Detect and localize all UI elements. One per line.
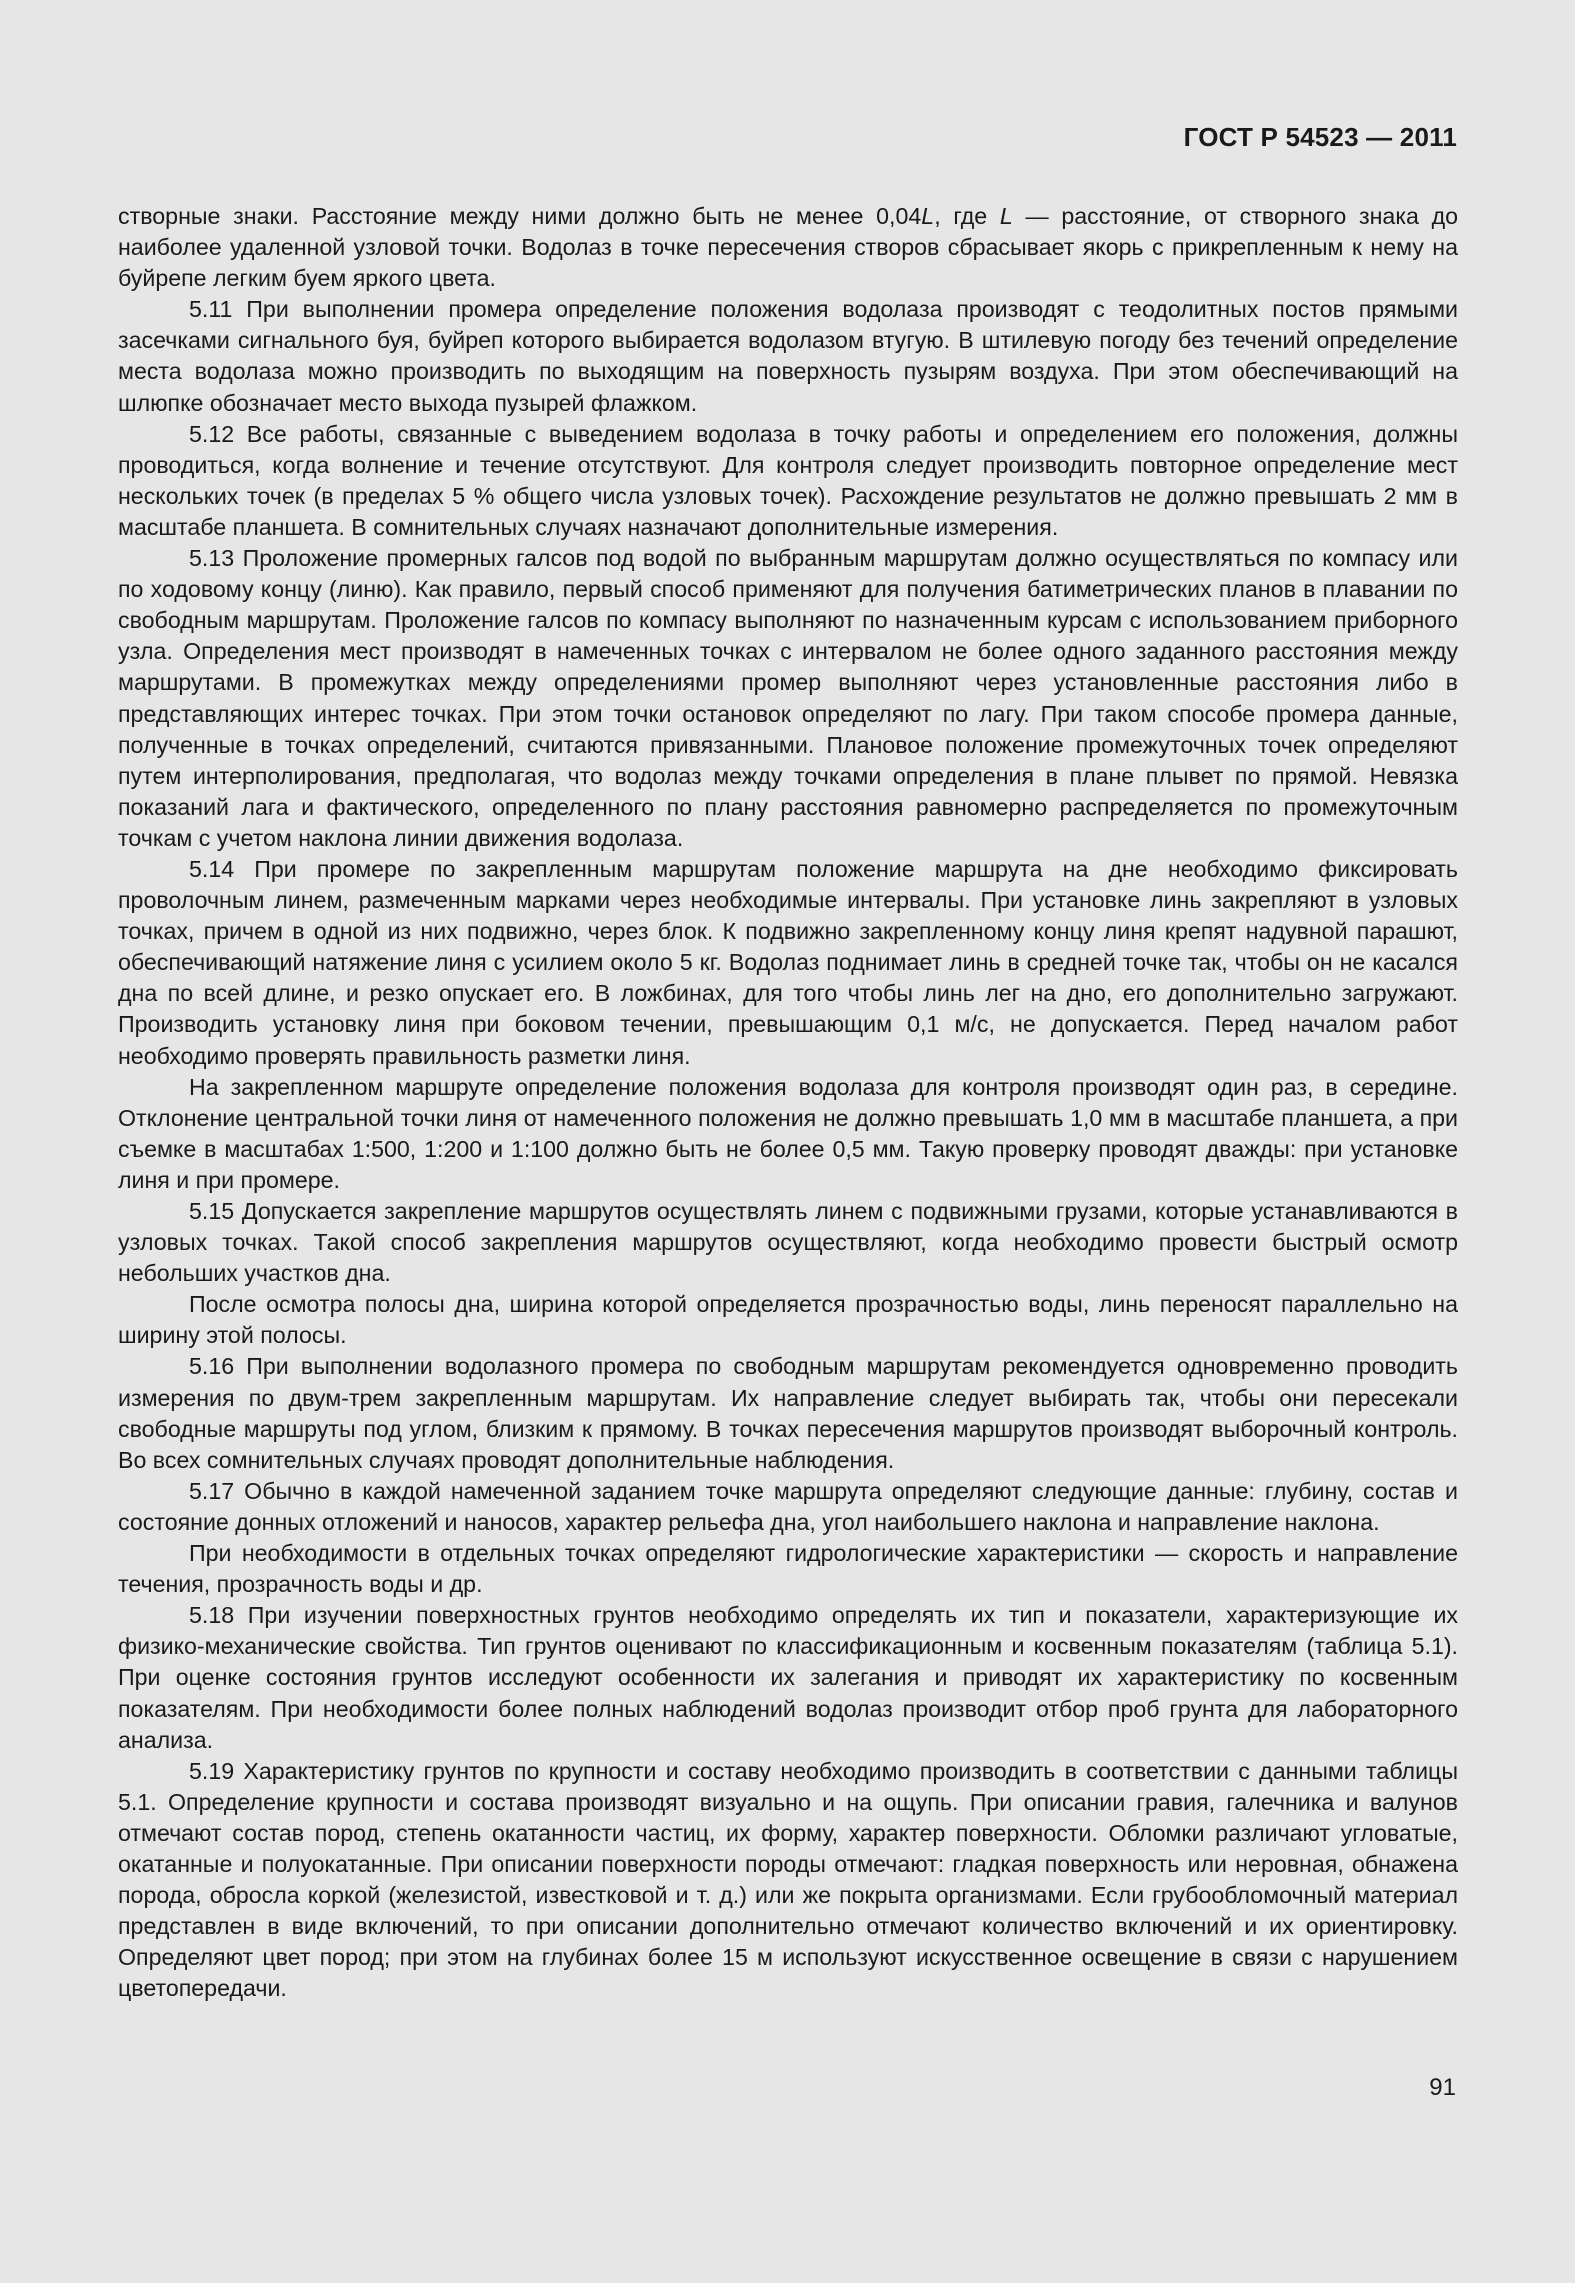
paragraph-5-16: 5.16 При выполнении водолазного промера по свободным маршрутам рекомендуется одновременно проводить измерения по двум-трем закрепленным маршрутам. Их направление следует выбирать так, чтобы они пересекали свободные маршруты под углом, близким к прямому. В точках пересечения маршрутов производят выборочный контроль. Во всех сомнительных случаях проводят дополнительные наблюдения.: [118, 1353, 1458, 1473]
variable-l-2: L: [999, 203, 1013, 229]
paragraph-0-middle: , где: [934, 203, 1000, 229]
paragraph-5-17: 5.17 Обычно в каждой намеченной заданием точке маршрута определяют следующие данные: глубину, состав и состояние донных отложений и наносов, характер рельефа дна, угол наибольшего наклона и направление наклона.: [118, 1477, 1458, 1535]
document-body: [118, 201, 1458, 2004]
paragraph-5-15-strip: После осмотра полосы дна, ширина которой определяется прозрачностью воды, линь переносят параллельно на ширину этой полосы.: [118, 1291, 1458, 1349]
paragraph-5-13: 5.13 Проложение промерных галсов под водой по выбранным маршрутам должно осуществляться по компасу или по ходовому концу (линю). Как правило, первый способ применяют для получения батиметрических планов в плавании по свободным маршрутам. Проложение галсов по компасу выполняют по назначенным курсам с использованием приборного узла. Определения мест производят в намеченных точках с интервалом не более одного заданного расстояния между маршрутами. В промежутках между определениями промер выполняют через установленные расстояния либо в представляющих интерес точках. При этом точки остановок определяют по лагу. При таком способе промера данные, полученные в точках определений, считаются привязанными. Плановое положение промежуточных точек определяют путем интерполирования, предполагая, что водолаз между точками определения в плане плывет по прямой. Невязка показаний лага и фактического, определенного по плану расстояния равномерно распределяется по промежуточным точкам с учетом наклона линии движения водолаза.: [118, 545, 1458, 851]
variable-l-1: L: [921, 203, 935, 229]
paragraph-5-12: 5.12 Все работы, связанные с выведением водолаза в точку работы и определением его положения, должны проводиться, когда волнение и течение отсутствуют. Для контроля следует производить повторное определение мест нескольких точек (в пределах 5 % общего числа узловых точек). Расхождение результатов не должно превышать 2 мм в масштабе планшета. В сомнительных случаях назначают дополнительные измерения.: [118, 420, 1458, 540]
document-header-standard-number: ГОСТ Р 54523 — 2011: [1183, 122, 1457, 152]
paragraph-5-11: 5.11 При выполнении промера определение положения водолаза производят с теодолитных постов прямыми засечками сигнального буя, буйреп которого выбирается водолазом втугую. В штилевую погоду без течений определение места водолаза можно производить по выходящим на поверхность пузырям воздуха. При этом обеспечивающий на шлюпке обозначает место выхода пузырей флажком.: [118, 296, 1458, 416]
page-number: 91: [1429, 2074, 1456, 2101]
paragraph-5-17-hydrology: При необходимости в отдельных точках определяют гидрологические характеристики — скорость и направление течения, прозрачность воды и др.: [118, 1540, 1458, 1598]
paragraph-5-19: 5.19 Характеристику грунтов по крупности и составу необходимо производить в соответствии с данными таблицы 5.1. Определение крупности и состава производят визуально и на ощупь. При описании гравия, галечника и валунов отмечают состав пород, степень окатанности частиц, их форму, характер поверхности. Обломки различают угловатые, окатанные и полуокатанные. При описании поверхности породы отмечают: гладкая поверхность или неровная, обнажена порода, обросла коркой (железистой, известковой и т. д.) или же покрыта организмами. Если грубообломочный материал представлен в виде включений, то при описании дополнительно отмечают количество включений и их ориентировку. Определяют цвет пород; при этом на глубинах более 15 м используют искусственное освещение в связи с нарушением цветопередачи.: [118, 1757, 1458, 2002]
paragraph-0: [118, 201, 1458, 294]
paragraph-0-after: — расстояние, от створного знака до наиболее удаленной узловой точки. Водолаз в точке пересечения створов сбрасывает якорь с прикрепленным к нему на буйрепе легким буем яркого цвета.: [118, 203, 1458, 292]
paragraph-0-before: створные знаки. Расстояние между ними должно быть не менее 0,04: [118, 203, 922, 229]
paragraph-5-14: 5.14 При промере по закрепленным маршрутам положение маршрута на дне необходимо фиксировать проволочным линем, размеченным марками через необходимые интервалы. При установке линь закрепляют в узловых точках, причем в одной из них подвижно, через блок. К подвижно закрепленному концу линя крепят надувной парашют, обеспечивающий натяжение линя с усилием около 5 кг. Водолаз поднимает линь в средней точке так, чтобы он не касался дна по всей длине, и резко опускает его. В ложбинах, для того чтобы линь лег на дно, его дополнительно загружают. Производить установку линя при боковом течении, превышающим 0,1 м/с, не допускается. Перед началом работ необходимо проверять правильность разметки линя.: [118, 855, 1458, 1069]
paragraph-5-15: 5.15 Допускается закрепление маршрутов осуществлять линем с подвижными грузами, которые устанавливаются в узловых точках. Такой способ закрепления маршрутов осуществляют, когда необходимо провести быстрый осмотр небольших участков дна.: [118, 1198, 1458, 1287]
paragraph-5-18: 5.18 При изучении поверхностных грунтов необходимо определять их тип и показатели, характеризующие их физико-механические свойства. Тип грунтов оценивают по классификационным и косвенным показателям (таблица 5.1). При оценке состояния грунтов исследуют особенности их залегания и приводят их характеристику по косвенным показателям. При необходимости более полных наблюдений водолаз производит отбор проб грунта для лабораторного анализа.: [118, 1602, 1458, 1753]
paragraph-5-14-control: На закрепленном маршруте определение положения водолаза для контроля производят один раз, в середине. Отклонение центральной точки линя от намеченного положения не должно превышать 1,0 мм в масштабе планшета, а при съемке в масштабах 1:500, 1:200 и 1:100 должно быть не более 0,5 мм. Такую проверку проводят дважды: при установке линя и при промере.: [118, 1073, 1458, 1193]
